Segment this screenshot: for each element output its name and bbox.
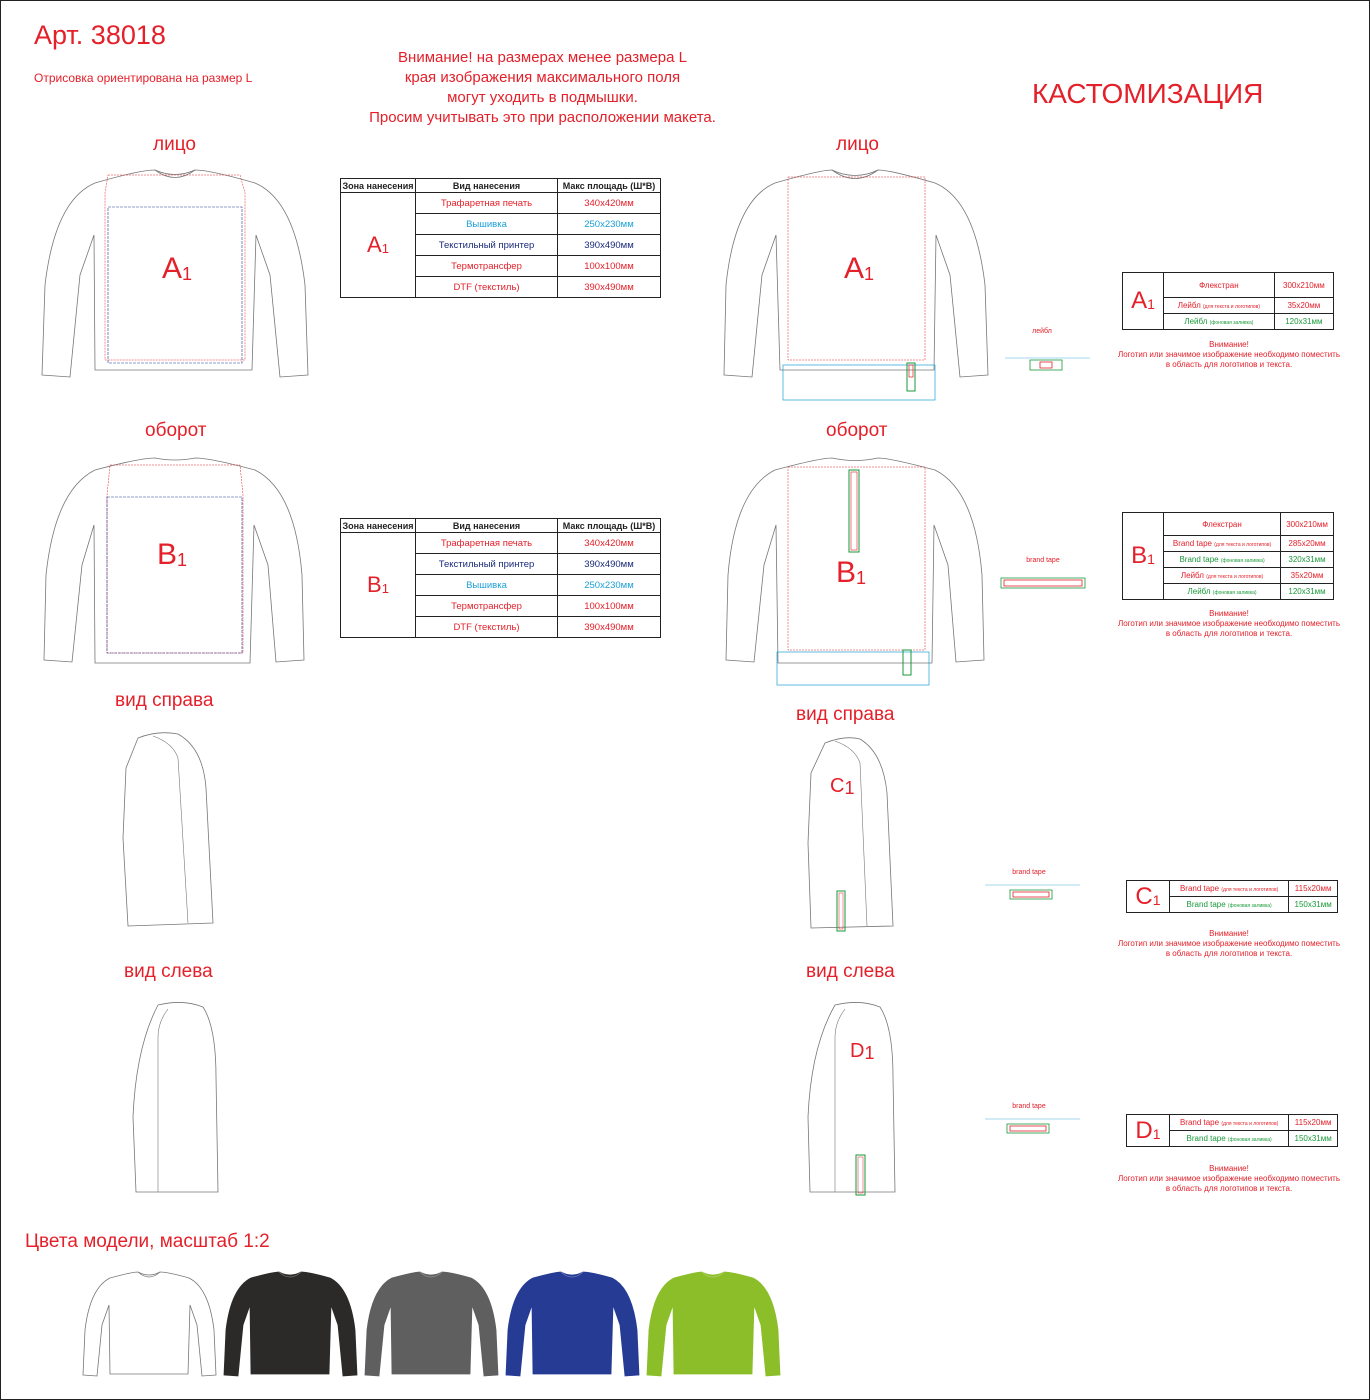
warning-line: Логотип или значимое изображение необходимо поместить [1117, 1174, 1340, 1183]
custom-method: Brand tape (для текста и логотипов) [1170, 1115, 1289, 1131]
zone-label-b: $B_1$ [157, 538, 188, 571]
custom-size: 35x20мм [1274, 298, 1333, 314]
size-warning [330, 48, 755, 128]
custom-method: Brand tape (для текста и логотипов) [1170, 881, 1289, 897]
table-cell-method: Трафаретная печать [416, 193, 558, 214]
custom-zone-b: $B_1$ [1123, 513, 1164, 600]
warning-line: могут уходить в подмышки. [447, 89, 638, 106]
custom-size: 120x31мм [1274, 314, 1333, 330]
custom-size: 35x20мм [1281, 568, 1334, 584]
logo-warning-d [1110, 1164, 1348, 1194]
table-cell-method: Термотрансфер [416, 596, 558, 617]
custom-method: Brand tape (фоновая заливка) [1170, 1131, 1289, 1147]
warning-title: Внимание! [1209, 340, 1249, 349]
custom-method: Лейбл (для текста и логотипов) [1164, 298, 1275, 314]
table-cell-method: DTF (текстиль) [416, 617, 558, 638]
methods-table-a [340, 178, 661, 298]
table-cell-area: 390x490мм [558, 617, 661, 638]
custom-method: Brand tape (для текста и логотипов) [1164, 536, 1281, 552]
brand-tape-schematic-title-b: brand tape [1026, 557, 1060, 564]
label-schematic [1000, 350, 1095, 380]
shirt-right-side-drawing [118, 728, 218, 928]
view-title-front-custom: лицо [836, 134, 879, 155]
article-title: Арт. 38018 [34, 20, 166, 50]
warning-line: Логотип или значимое изображение необходимо поместить [1117, 939, 1340, 948]
zone-label-a-custom: $A_1$ [844, 252, 875, 285]
table-cell-area: 100x100мм [558, 596, 661, 617]
warning-line: Логотип или значимое изображение необходимо поместить [1117, 619, 1340, 628]
shirt-left-custom-drawing [805, 997, 900, 1197]
warning-line: в область для логотипов и текста. [1165, 949, 1293, 958]
brand-tape-schematic-title-c: brand tape [1012, 869, 1046, 876]
warning-line: в область для логотипов и текста. [1165, 1184, 1293, 1193]
custom-method: Флекстран [1164, 273, 1275, 298]
table-cell-area: 100x100мм [558, 256, 661, 277]
custom-zone-a: $A_1$ [1123, 273, 1164, 330]
custom-table-a [1122, 272, 1334, 330]
color-swatch-shirt [646, 1270, 781, 1385]
zone-label-c: $C_1$ [830, 775, 855, 798]
table-cell-method: Вышивка [416, 214, 558, 235]
warning-line: края изображения максимального поля [404, 69, 681, 86]
custom-table-d [1126, 1114, 1338, 1147]
warning-line: Внимание! на размерах менее размера L [398, 49, 687, 66]
color-swatch-shirt [364, 1270, 499, 1385]
warning-line: Логотип или значимое изображение необходимо поместить [1117, 350, 1340, 359]
size-note: Отрисовка ориентирована на размер L [34, 71, 253, 85]
logo-warning-c [1110, 929, 1348, 959]
custom-size: 150x31мм [1289, 897, 1338, 913]
custom-method: Флекстран [1164, 513, 1281, 536]
table-cell-method: Текстильный принтер [416, 554, 558, 575]
table-cell-method: Трафаретная печать [416, 533, 558, 554]
custom-size: 320x31мм [1281, 552, 1334, 568]
custom-method: Brand tape (фоновая заливка) [1164, 552, 1281, 568]
header-area: Макс площадь (Ш*В) [558, 519, 661, 533]
custom-zone-d: $D_1$ [1127, 1115, 1170, 1147]
warning-line: в область для логотипов и текста. [1165, 360, 1293, 369]
color-swatch-shirt [82, 1270, 217, 1385]
color-swatch-shirt [505, 1270, 640, 1385]
custom-table-c [1126, 880, 1338, 913]
table-cell-area: 390x490мм [558, 235, 661, 256]
header-zone: Зона нанесения [342, 180, 414, 191]
brand-tape-schematic-b [998, 573, 1088, 603]
zone-label-d: $D_1$ [850, 1040, 875, 1063]
custom-size: 300x210мм [1281, 513, 1334, 536]
table-cell-area: 390x490мм [558, 277, 661, 298]
header-method: Вид нанесения [416, 179, 558, 193]
custom-size: 285x20мм [1281, 536, 1334, 552]
brand-tape-schematic-title-d: brand tape [1012, 1103, 1046, 1110]
view-title-back: оборот [145, 420, 207, 441]
warning-line: в область для логотипов и текста. [1165, 629, 1293, 638]
view-title-right-custom: вид справа [796, 704, 895, 725]
brand-tape-schematic-d [985, 1114, 1085, 1149]
custom-size: 300x210мм [1274, 273, 1333, 298]
warning-line: Просим учитывать это при расположении макета. [369, 109, 716, 126]
custom-method: Лейбл (для текста и логотипов) [1164, 568, 1281, 584]
custom-method: Лейбл (фоновая заливка) [1164, 314, 1275, 330]
warning-title: Внимание! [1209, 1164, 1249, 1173]
custom-size: 150x31мм [1289, 1131, 1338, 1147]
view-title-front: лицо [153, 134, 196, 155]
methods-table-b [340, 518, 661, 638]
table-cell-area: 250x230мм [558, 214, 661, 235]
brand-tape-schematic-c [985, 880, 1085, 915]
table-cell-area: 340x420мм [558, 533, 661, 554]
zone-label-b-custom: $B_1$ [836, 556, 867, 589]
table-zone-b: $B_1$ [341, 533, 416, 638]
warning-title: Внимание! [1209, 609, 1249, 618]
label-schematic-title: лейбл [1032, 328, 1052, 335]
view-title-left: вид слева [124, 961, 213, 982]
custom-table-b [1122, 512, 1334, 600]
warning-title: Внимание! [1209, 929, 1249, 938]
shirt-left-side-drawing [128, 997, 228, 1197]
table-cell-method: Вышивка [416, 575, 558, 596]
logo-warning-a [1110, 340, 1348, 370]
custom-method: Лейбл (фоновая заливка) [1164, 584, 1281, 600]
logo-warning-b [1110, 609, 1348, 639]
header-area: Макс площадь (Ш*В) [558, 179, 661, 193]
view-title-back-custom: оборот [826, 420, 888, 441]
customization-title: КАСТОМИЗАЦИЯ [1032, 78, 1264, 109]
custom-zone-c: $C_1$ [1127, 881, 1170, 913]
shirt-right-custom-drawing [805, 733, 900, 933]
table-cell-method: Термотрансфер [416, 256, 558, 277]
model-colors-title: Цвета модели, масштаб 1:2 [25, 1231, 270, 1252]
custom-size: 120x31мм [1281, 584, 1334, 600]
table-cell-method: Текстильный принтер [416, 235, 558, 256]
table-cell-area: 340x420мм [558, 193, 661, 214]
view-title-right: вид справа [115, 690, 214, 711]
table-cell-area: 250x230мм [558, 575, 661, 596]
header-zone: Зона нанесения [342, 520, 414, 531]
table-cell-method: DTF (текстиль) [416, 277, 558, 298]
custom-method: Brand tape (фоновая заливка) [1170, 897, 1289, 913]
header-method: Вид нанесения [416, 519, 558, 533]
color-swatch-shirt [223, 1270, 358, 1385]
table-zone-a: $A_1$ [341, 193, 416, 298]
table-cell-area: 390x490мм [558, 554, 661, 575]
custom-size: 115x20мм [1289, 1115, 1338, 1131]
view-title-left-custom: вид слева [806, 961, 895, 982]
zone-label-a: $A_1$ [162, 252, 193, 285]
custom-size: 115x20мм [1289, 881, 1338, 897]
